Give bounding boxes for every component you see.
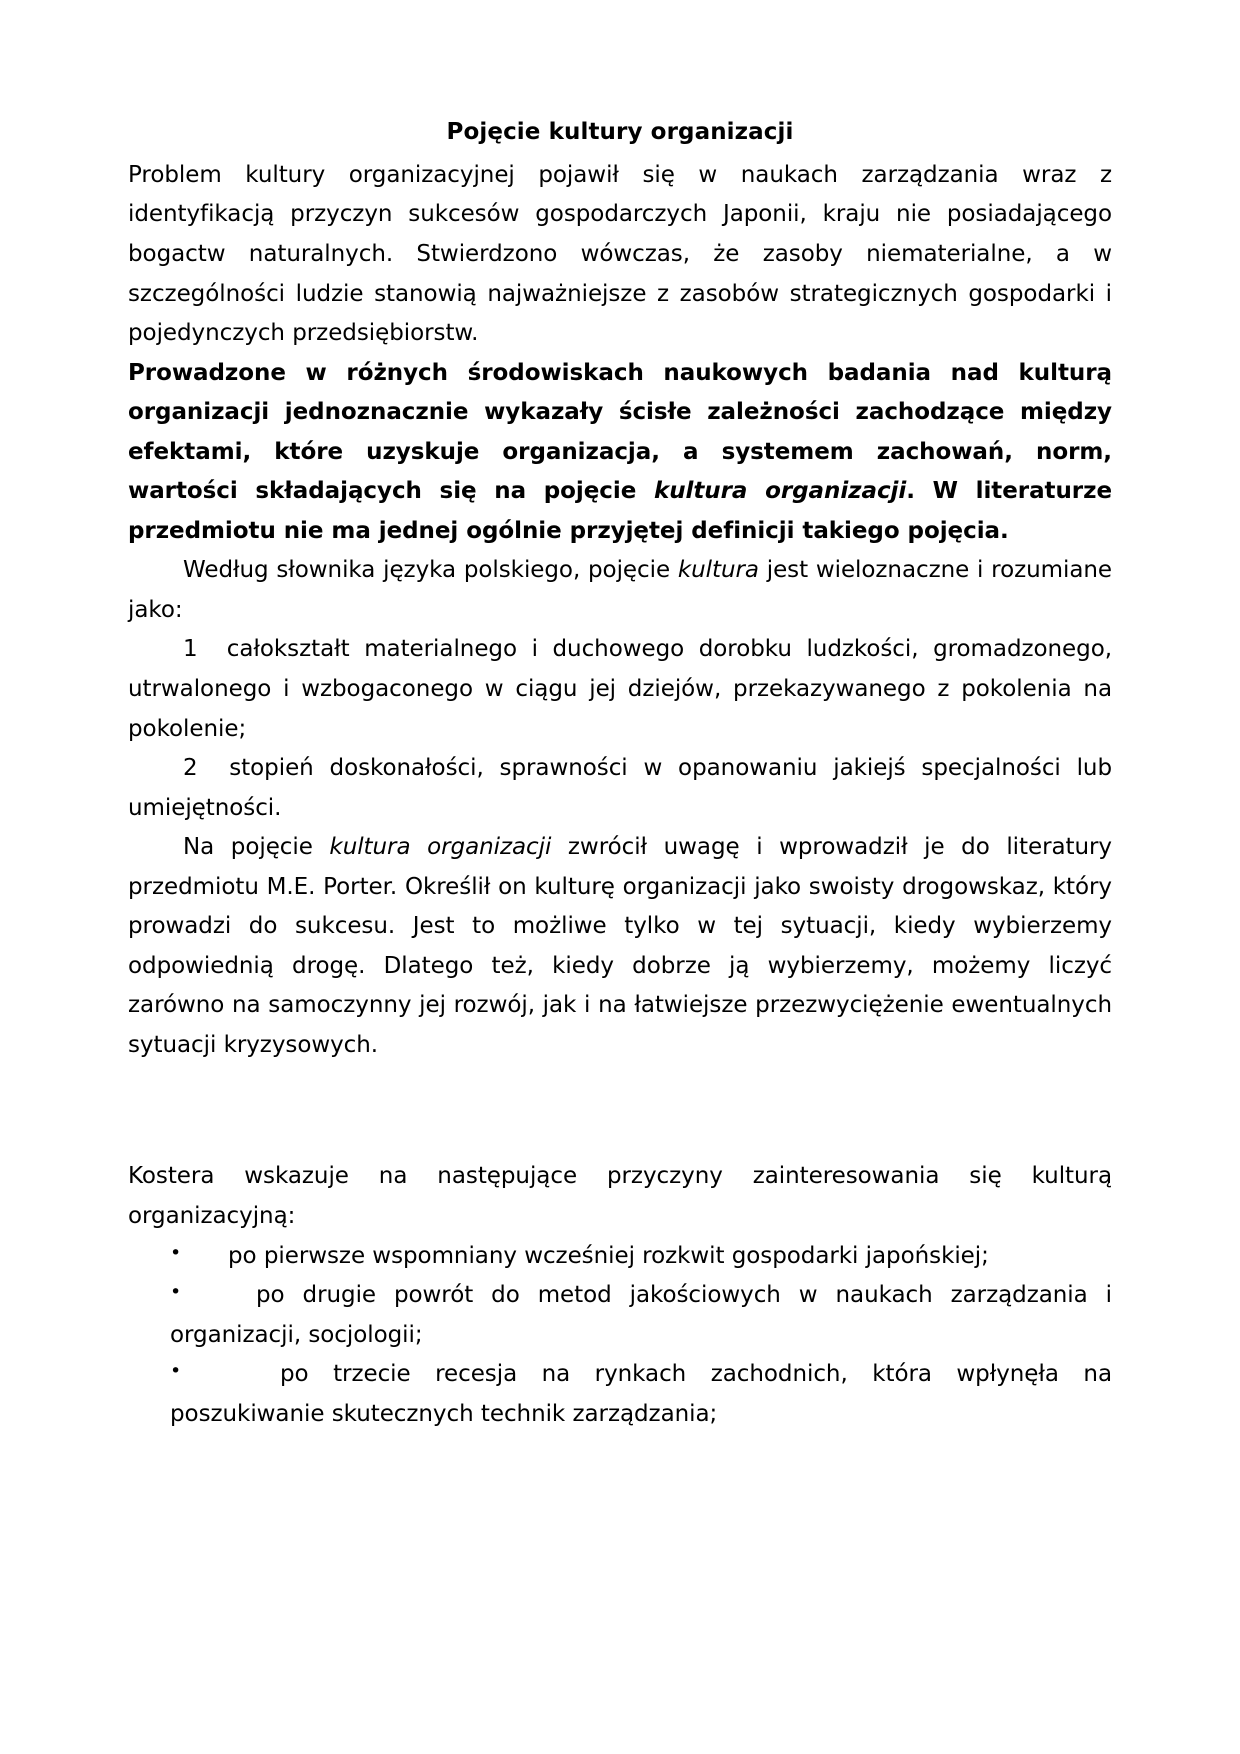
emphasis-kultura-organizacji-1: kultura organizacji xyxy=(653,478,907,505)
list-item xyxy=(128,1355,1112,1434)
bullet-icon: • xyxy=(170,1281,182,1304)
bullet-icon: • xyxy=(170,1241,182,1264)
paragraph-research-text-a: Prowadzone w różnych środowiskach naukowych badania nad kulturą organizacji jednoznacznie wykazały ścisłe zależności zachodzące między efektami, które uzyskuje organizacja, a systemem zachowań, norm, wartości składających się na pojęcie xyxy=(128,359,1112,505)
bullet-list xyxy=(128,1237,1112,1435)
paragraph-dictionary-text-b: jest wieloznaczne i rozumiane jako: xyxy=(128,557,1113,623)
paragraph-research-text-b: . W literaturze przedmiotu nie ma jednej ogólnie przyjętej definicji takiego pojęcia. xyxy=(128,478,1112,544)
numbered-list xyxy=(128,630,1112,828)
paragraph-dictionary xyxy=(128,551,1112,630)
numbered-item-text-2: stopień doskonałości, sprawności w opanowaniu jakiejś specjalności lub umiejętności. xyxy=(128,755,1112,821)
list-item xyxy=(128,1276,1112,1355)
paragraph-research xyxy=(128,354,1112,552)
bullet-item-text-1: po pierwsze wspomniany wcześniej rozkwit gospodarki japońskiej; xyxy=(228,1242,989,1269)
paragraph-porter-text-b: zwrócił uwagę i wprowadził je do literatury przedmiotu M.E. Porter. Określił on kulturę organizacji jako swoisty drogowskaz, który prowadzi do sukcesu. Jest to możliwe tylko w tej sytuacji, kiedy wybierzemy odpowiednią drogę. Dlatego też, kiedy dobrze ją wybierzemy, możemy liczyć zarówno na samoczynny jej rozwój, jak i na łatwiejsze przezwyciężenie ewentualnych sytuacji kryzysowych. xyxy=(128,834,1112,1058)
paragraph-dictionary-text-a: Według słownika języka polskiego, pojęcie xyxy=(183,557,678,584)
bullet-item-text-2: po drugie powrót do metod jakościowych w naukach zarządzania i organizacji, socjologii; xyxy=(170,1282,1112,1348)
emphasis-kultura: kultura xyxy=(677,557,759,584)
section-spacer xyxy=(128,1065,1112,1157)
numbered-item-text-1: całokształt materialnego i duchowego dorobku ludzkości, gromadzonego, utrwalonego i wzbogaconego w ciągu jej dziejów, przekazywanego z pokolenia na pokolenie; xyxy=(128,636,1112,742)
list-item xyxy=(128,1237,1112,1277)
paragraph-porter-text-a: Na pojęcie xyxy=(183,834,330,861)
emphasis-kultura-organizacji-2: kultura organizacji xyxy=(329,834,552,861)
paragraph-kostera-intro: Kostera wskazuje na następujące przyczyny zainteresowania się kulturą organizacyjną: xyxy=(128,1163,1112,1230)
numbered-item-marker-1: 1 xyxy=(183,636,198,663)
paragraph-intro: Problem kultury organizacyjnej pojawił się w naukach zarządzania wraz z identyfikacją przyczyn sukcesów gospodarczych Japonii, kraju nie posiadającego bogactw naturalnych. Stwierdzono wówczas, że zasoby niematerialne, a w szczególności ludzie stanowią najważniejsze z zasobów strategicznych gospodarki i pojedynczych przedsiębiorstw. xyxy=(128,161,1112,347)
bullet-icon: • xyxy=(170,1360,182,1383)
numbered-item-marker-2: 2 xyxy=(183,755,198,782)
list-item xyxy=(128,630,1112,749)
bullet-item-text-3: po trzecie recesja na rynkach zachodnich, która wpłynęła na poszukiwanie skutecznych technik zarządzania; xyxy=(170,1361,1112,1427)
page-title: Pojęcie kultury organizacji xyxy=(446,119,794,145)
paragraph-porter xyxy=(128,828,1112,1065)
list-item xyxy=(128,749,1112,828)
